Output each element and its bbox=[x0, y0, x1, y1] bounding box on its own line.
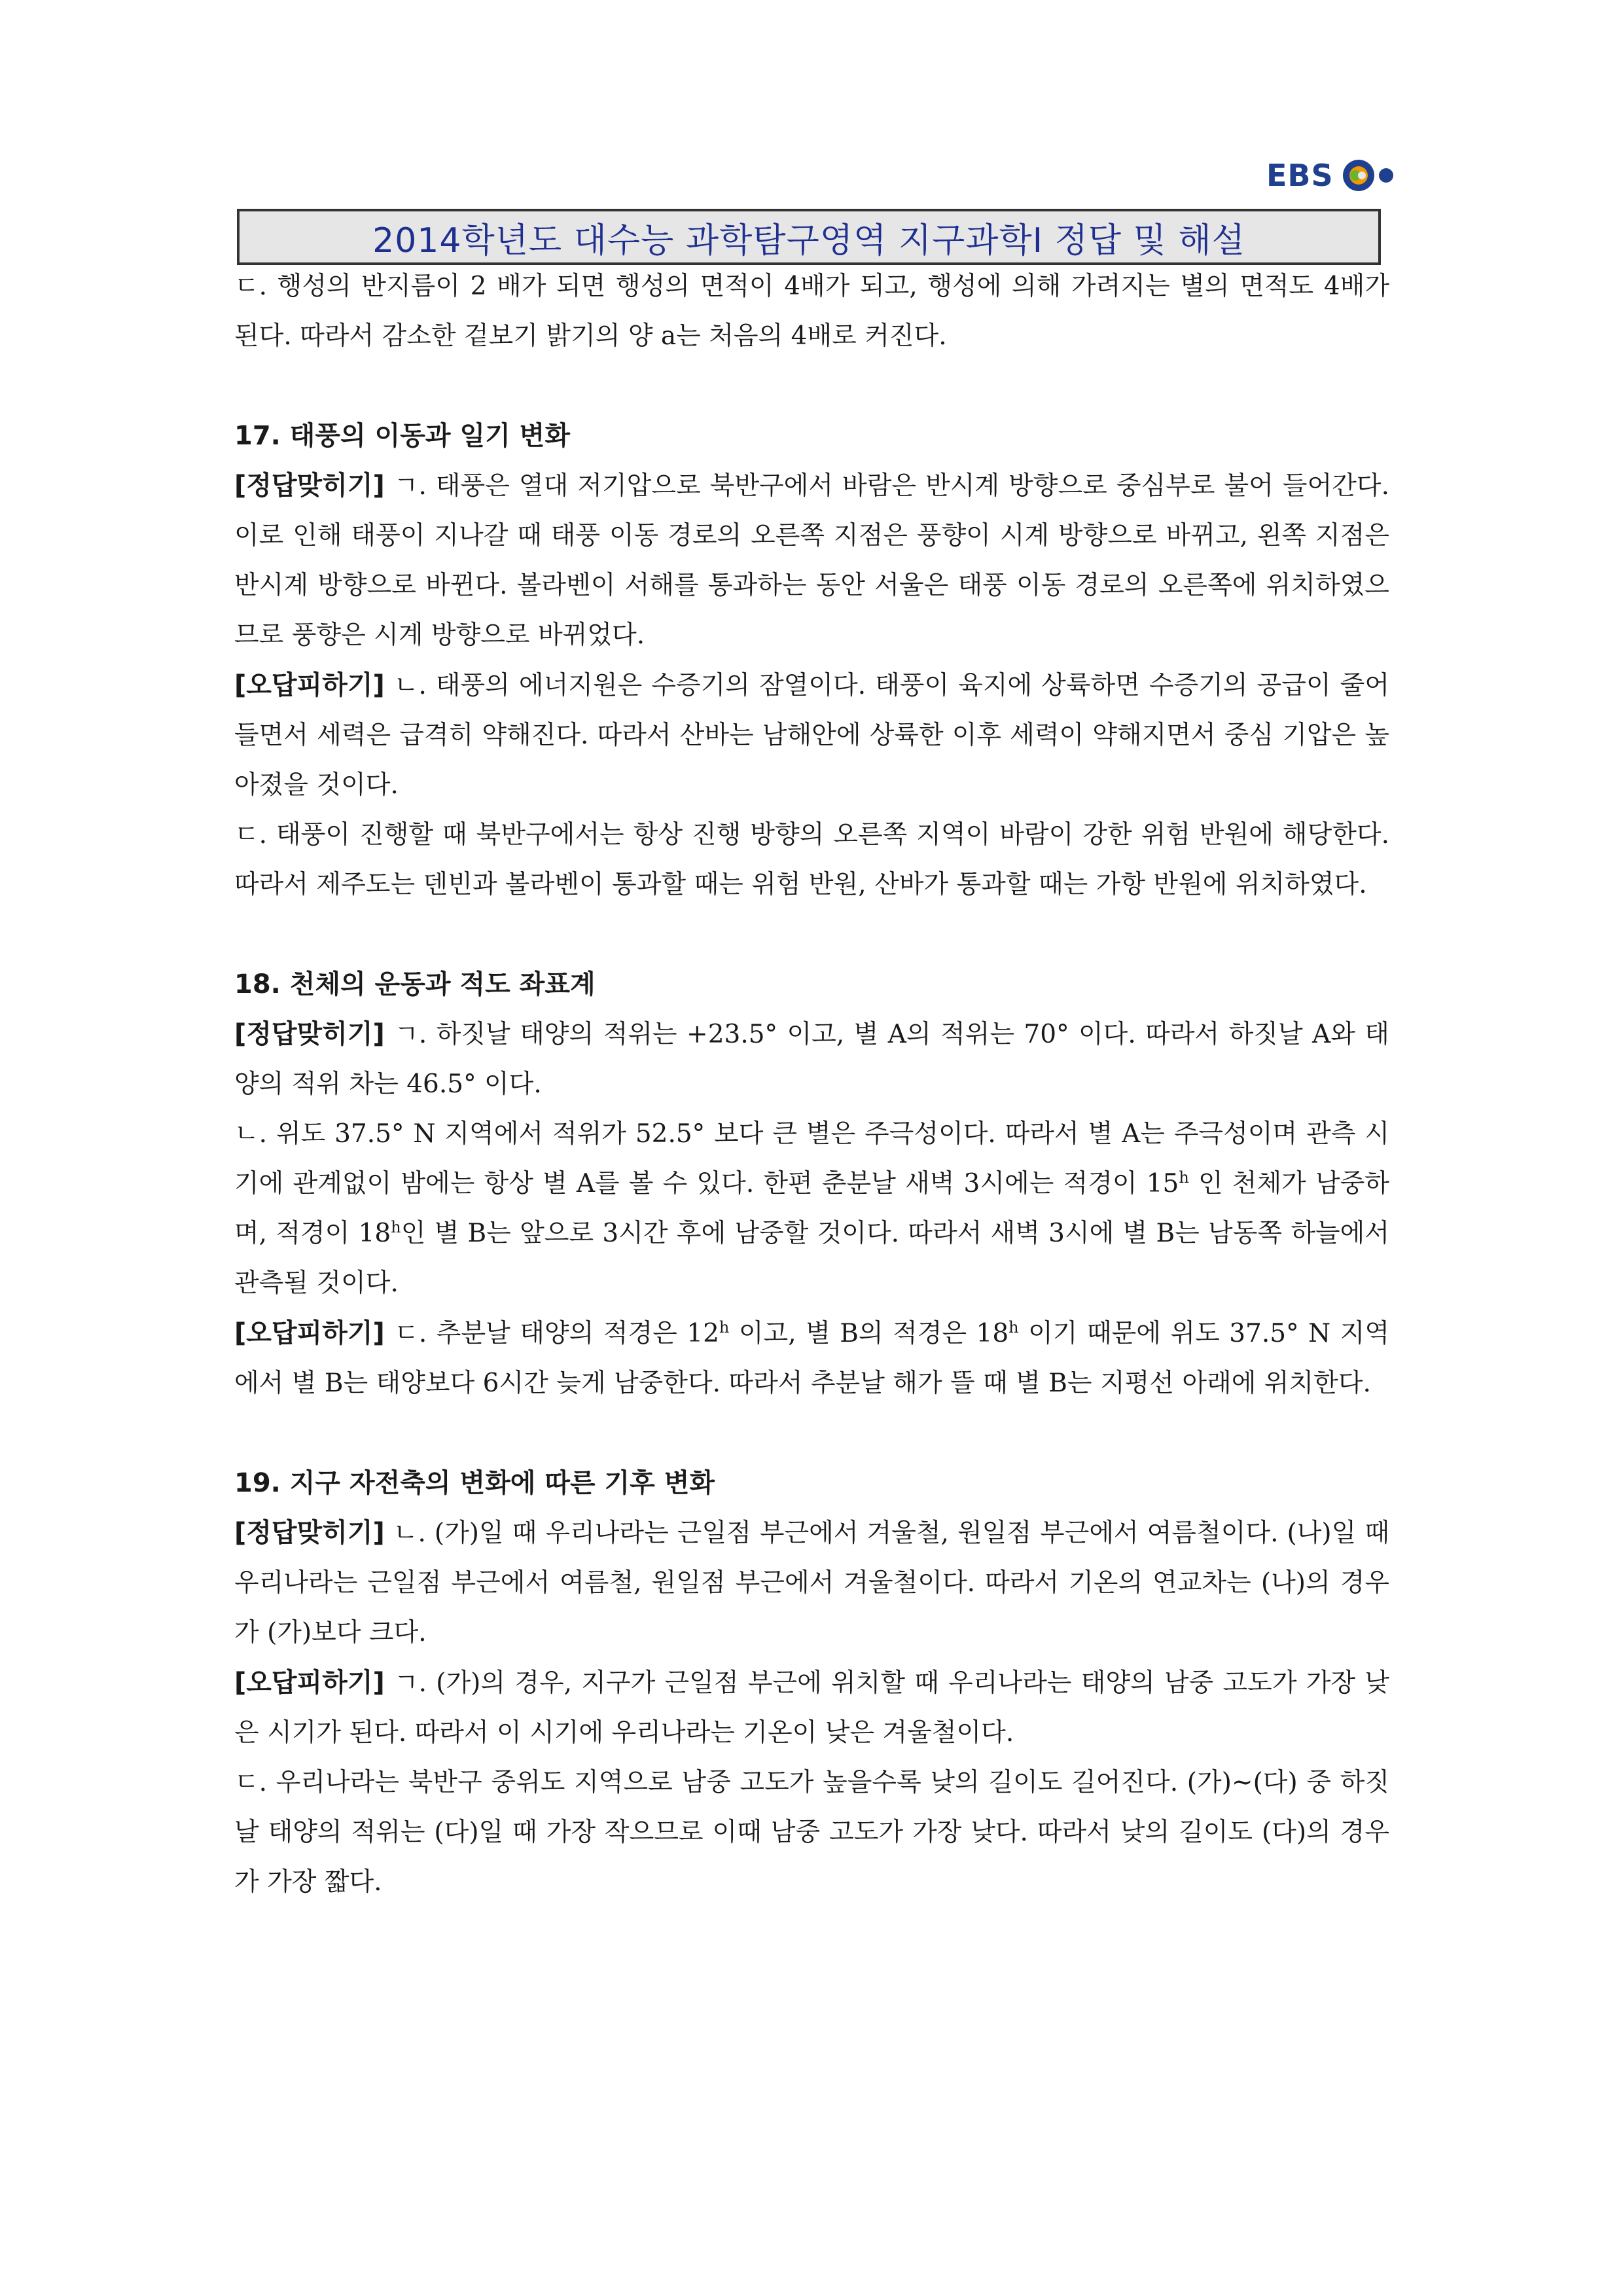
q19-paragraph-1: [정답맞히기] ㄴ. (가)일 때 우리나라는 근일점 부근에서 겨울철, 원일점 부근에서 여름철이다. (나)일 때 우리나라는 근일점 부근에서 여름철, 원일점 부근에서 겨울철이다. 따라서 기온의 연교차는 (나)의 경우가 (가)보다 크다. bbox=[234, 1518, 1389, 1647]
ebs-logo-icon bbox=[1340, 157, 1400, 194]
q17-heading: 17. 태풍의 이동과 일기 변화 bbox=[234, 421, 570, 451]
wrong-answer-tag: [오답피하기] bbox=[234, 1318, 385, 1348]
correct-answer-tag: [정답맞히기] bbox=[234, 1518, 385, 1548]
q19-heading: 19. 지구 자전축의 변화에 따른 기후 변화 bbox=[234, 1468, 715, 1498]
q18-paragraph-1: [정답맞히기] ㄱ. 하짓날 태양의 적위는 +23.5° 이고, 별 A의 적위는 70° 이다. 따라서 하짓날 A와 태양의 적위 차는 46.5° 이다. bbox=[234, 1019, 1389, 1099]
wrong-answer-tag: [오답피하기] bbox=[234, 1668, 385, 1698]
answer-content bbox=[234, 262, 1389, 1907]
q18-heading: 18. 천체의 운동과 적도 좌표계 bbox=[234, 969, 596, 999]
document-title-box bbox=[237, 209, 1381, 265]
logo-text: EBS bbox=[1266, 158, 1334, 193]
q19-paragraph-3: ㄷ. 우리나라는 북반구 중위도 지역으로 남중 고도가 높을수록 낮의 길이도 길어진다. (가)~(다) 중 하짓날 태양의 적위는 (다)일 때 가장 작으므로 이때 남중 고도가 가장 낮다. 따라서 낮의 길이도 (다)의 경우가 가장 짧다. bbox=[234, 1768, 1389, 1897]
q17-paragraph-2: [오답피하기] ㄴ. 태풍의 에너지원은 수증기의 잠열이다. 태풍이 육지에 상륙하면 수증기의 공급이 줄어들면서 세력은 급격히 약해진다. 따라서 산바는 남해안에 상륙한 이후 세력이 약해지면서 중심 기압은 높아졌을 것이다. bbox=[234, 670, 1389, 800]
q18-paragraph-3: [오답피하기] ㄷ. 추분날 태양의 적경은 12$^h$ 이고, 별 B의 적경은 18$^h$ 이기 때문에 위도 37.5° N 지역에서 별 B는 태양보다 6시간 늦게 남중한다. 따라서 추분날 해가 뜰 때 별 B는 지평선 아래에 위치한다. bbox=[234, 1318, 1389, 1398]
intro-paragraph: ㄷ. 행성의 반지름이 2 배가 되면 행성의 면적이 4배가 되고, 행성에 의해 가려지는 별의 면적도 4배가 된다. 따라서 감소한 겉보기 밝기의 양 a는 처음의 4배로 커진다. bbox=[234, 272, 1389, 351]
correct-answer-tag: [정답맞히기] bbox=[234, 471, 385, 501]
wrong-answer-tag: [오답피하기] bbox=[234, 670, 385, 700]
q18-paragraph-2: ㄴ. 위도 37.5° N 지역에서 적위가 52.5° 보다 큰 별은 주극성이다. 따라서 별 A는 주극성이며 관측 시기에 관계없이 밤에는 항상 별 A를 볼 수 있다. 한편 춘분날 새벽 3시에는 적경이 15$^h$ 인 천체가 남중하며, 적경이 18$^h$인 별 B는 앞으로 3시간 후에 남중할 것이다. 따라서 새벽 3시에 별 B는 남동쪽 하늘에서 관측될 것이다. bbox=[234, 1119, 1390, 1298]
ebs-logo bbox=[1266, 157, 1400, 194]
q17-paragraph-3: ㄷ. 태풍이 진행할 때 북반구에서는 항상 진행 방향의 오른쪽 지역이 바람이 강한 위험 반원에 해당한다. 따라서 제주도는 덴빈과 볼라벤이 통과할 때는 위험 반원, 산바가 통과할 때는 가항 반원에 위치하였다. bbox=[234, 820, 1389, 899]
q17-paragraph-1: [정답맞히기] ㄱ. 태풍은 열대 저기압으로 북반구에서 바람은 반시계 방향으로 중심부로 불어 들어간다. 이로 인해 태풍이 지나갈 때 태풍 이동 경로의 오른쪽 지점은 풍향이 시계 방향으로 바뀌고, 왼쪽 지점은 반시계 방향으로 바뀐다. 볼라벤이 서해를 통과하는 동안 서울은 태풍 이동 경로의 오른쪽에 위치하였으므로 풍향은 시계 방향으로 바뀌었다. bbox=[234, 471, 1389, 650]
document-title: 2014학년도 대수능 과학탐구영역 지구과학Ⅰ 정답 및 해설 bbox=[372, 221, 1245, 260]
q19-paragraph-2: [오답피하기] ㄱ. (가)의 경우, 지구가 근일점 부근에 위치할 때 우리나라는 태양의 남중 고도가 가장 낮은 시기가 된다. 따라서 이 시기에 우리나라는 기온이 낮은 겨울철이다. bbox=[234, 1668, 1389, 1748]
correct-answer-tag: [정답맞히기] bbox=[234, 1019, 385, 1049]
